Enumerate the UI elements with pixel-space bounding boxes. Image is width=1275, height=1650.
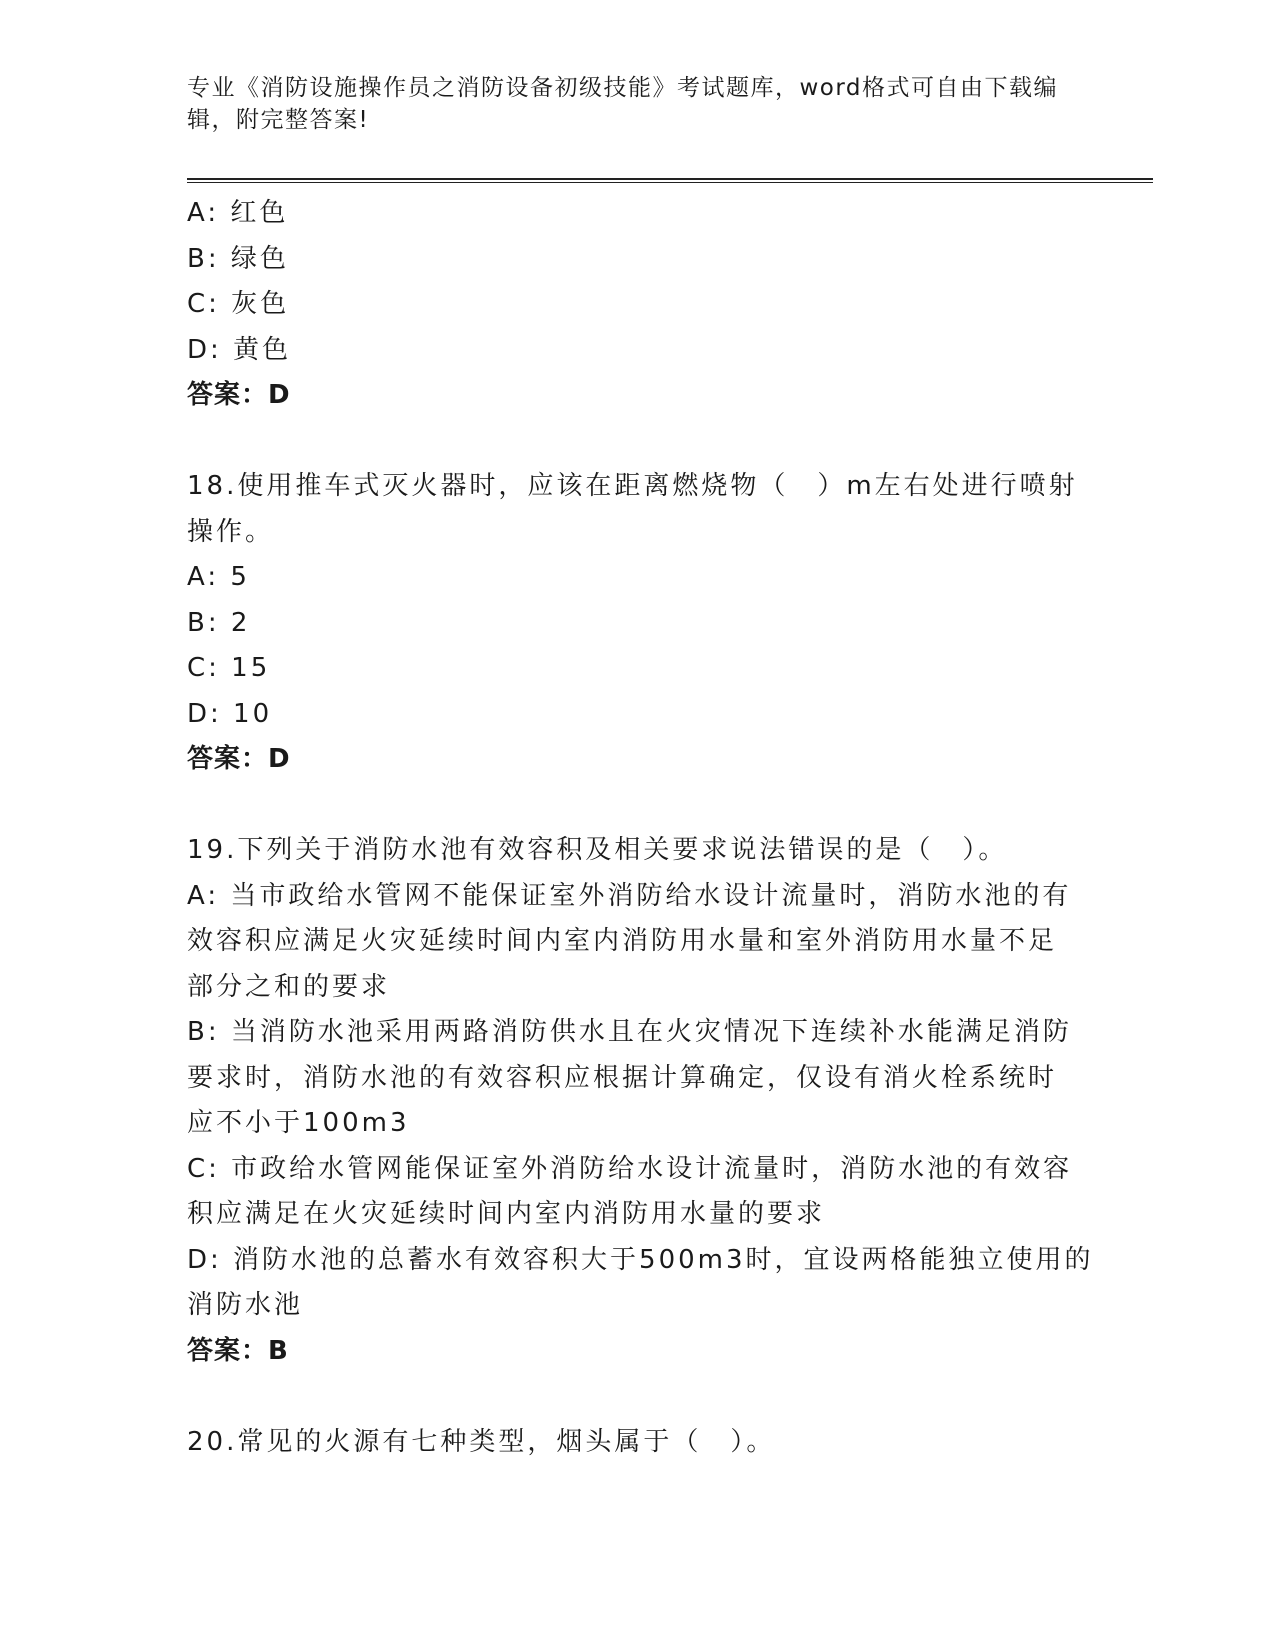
header-rule-thick: [187, 178, 1153, 180]
option-a: A: 5: [187, 562, 250, 592]
question-text-line-1: 19.下列关于消防水池有效容积及相关要求说法错误的是（ ）。: [187, 835, 1008, 865]
page-header: [187, 72, 1087, 136]
option-a-line-3: 部分之和的要求: [187, 971, 391, 1002]
option-a: A: 红色: [187, 198, 289, 228]
header-line-1: 专业《消防设施操作员之消防设备初级技能》考试题库，word格式可自由下载编: [187, 75, 1059, 101]
spacer: [187, 783, 1087, 829]
spacer: [187, 1374, 1087, 1420]
question-17-block: [187, 191, 1087, 419]
option-c: C: 灰色: [187, 289, 290, 319]
question-18-block: [187, 464, 1087, 783]
question-text-line-1: 18.使用推车式灭火器时，应该在距离燃烧物（ ）m左右处进行喷射: [187, 471, 1078, 501]
option-a-line-1: A: 当市政给水管网不能保证室外消防给水设计流量时，消防水池的有: [187, 880, 1072, 911]
option-d: D: 10: [187, 698, 273, 729]
option-c-line-1: C: 市政给水管网能保证室外消防给水设计流量时，消防水池的有效容: [187, 1153, 1073, 1184]
question-list: [187, 191, 1094, 1465]
option-b-line-1: B: 当消防水池采用两路消防供水且在火灾情况下连续补水能满足消防: [187, 1017, 1072, 1047]
option-d-line-1: D: 消防水池的总蓄水有效容积大于500m3时，宜设两格能独立使用的: [187, 1244, 1094, 1275]
option-b: B: 绿色: [187, 243, 289, 274]
answer-label: 答案：D: [187, 744, 291, 774]
question-19-block: [187, 828, 1094, 1374]
header-line-2: 辑，附完整答案!: [187, 107, 370, 133]
option-c: C: 15: [187, 653, 271, 683]
option-b: B: 2: [187, 607, 251, 638]
option-d-line-2: 消防水池: [187, 1290, 304, 1320]
question-text-line-2: 操作。: [187, 516, 275, 547]
question-20-block: [187, 1420, 1087, 1466]
header-rule-thin: [187, 182, 1153, 183]
option-d: D: 黄色: [187, 334, 292, 365]
spacer: [187, 419, 1087, 465]
option-a-line-2: 效容积应满足火灾延续时间内室内消防用水量和室外消防用水量不足: [187, 926, 1058, 956]
option-c-line-2: 积应满足在火灾延续时间内室内消防用水量的要求: [187, 1199, 826, 1229]
answer-label: 答案：D: [187, 380, 291, 410]
option-b-line-2: 要求时，消防水池的有效容积应根据计算确定，仅设有消火栓系统时: [187, 1062, 1058, 1093]
question-text-line-1: 20.常见的火源有七种类型，烟头属于（ ）。: [187, 1426, 776, 1457]
answer-label: 答案：B: [187, 1335, 289, 1366]
option-b-line-3: 应不小于100m3: [187, 1108, 410, 1138]
